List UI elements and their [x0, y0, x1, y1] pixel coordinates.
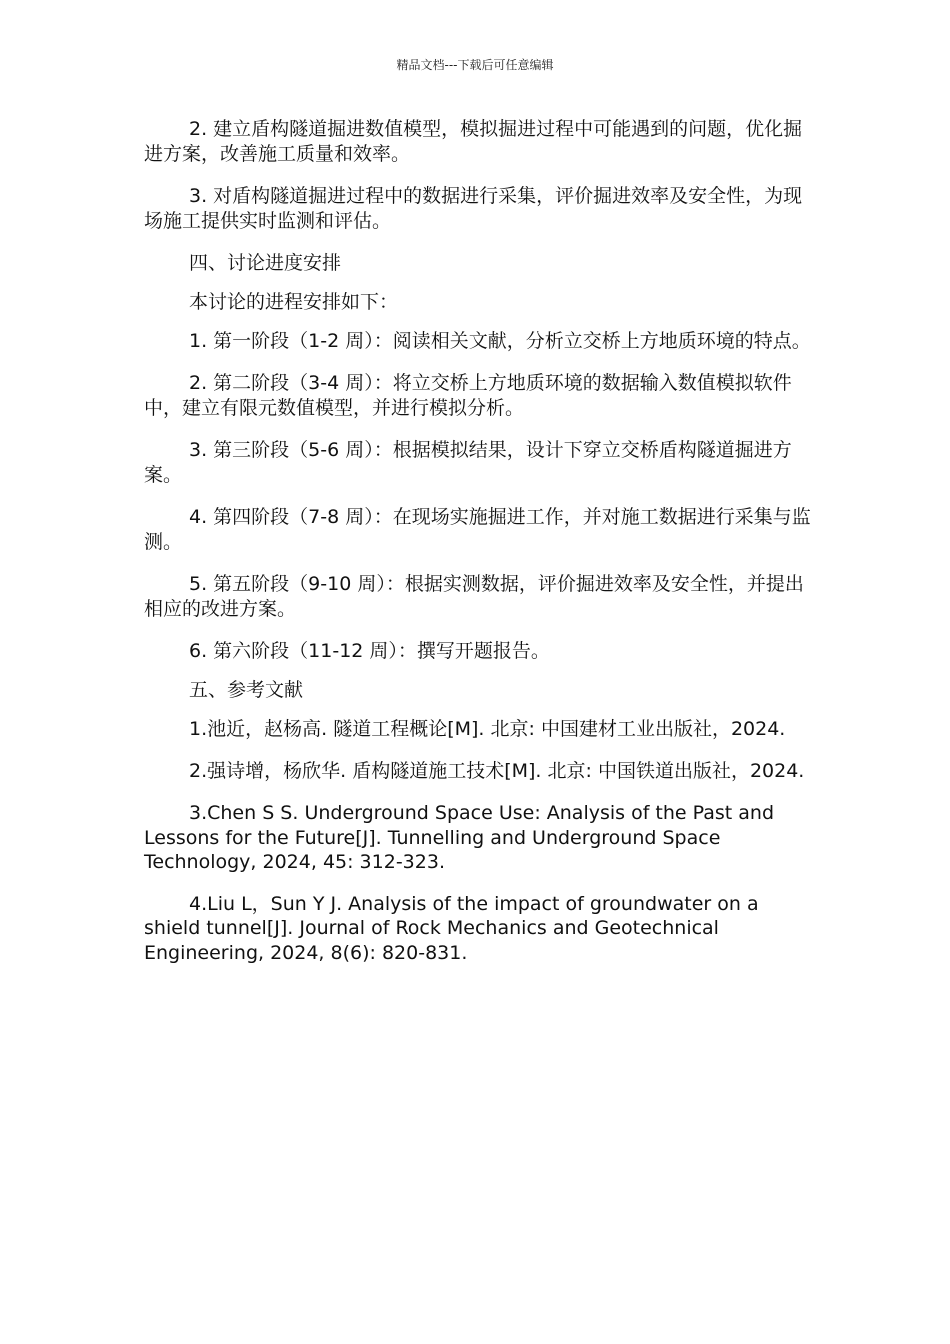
section-heading-schedule: 四、讨论进度安排	[189, 252, 342, 274]
schedule-stage-3: 3. 第三阶段（5-6 周）：根据模拟结果，设计下穿立交桥盾构隧道掘进方案。	[144, 439, 792, 486]
goal-item-3: 3. 对盾构隧道掘进过程中的数据进行采集，评价掘进效率及安全性，为现场施工提供实时监测和评估。	[144, 185, 803, 232]
goal-item-2: 2. 建立盾构隧道掘进数值模型，模拟掘进过程中可能遇到的问题，优化掘进方案，改善施工质量和效率。	[144, 118, 803, 165]
schedule-stage-5: 5. 第五阶段（9-10 周）：根据实测数据，评价掘进效率及安全性，并提出相应的改进方案。	[144, 573, 804, 620]
schedule-intro: 本讨论的进程安排如下：	[189, 291, 399, 313]
reference-4: 4.Liu L，Sun Y J. Analysis of the impact of groundwater on a shield tunnel[J]. Journal of Rock Mechanics and Geotechnical Engineering, 2024, 8(6): 820-831.	[144, 892, 759, 964]
reference-2: 2.强诗增，杨欣华. 盾构隧道施工技术[M]. 北京: 中国铁道出版社，2024.	[189, 760, 805, 782]
schedule-stage-4: 4. 第四阶段（7-8 周）：在现场实施掘进工作，并对施工数据进行采集与监测。	[144, 506, 811, 553]
document-body	[144, 117, 814, 982]
reference-3: 3.Chen S S. Underground Space Use: Analysis of the Past and Lessons for the Future[J]. Tunnelling and Underground Space Technology, 2024, 45: 312-323.	[144, 802, 775, 873]
page-header: 精品文档---下载后可任意编辑	[396, 58, 554, 72]
section-heading-references: 五、参考文献	[189, 679, 304, 701]
schedule-stage-1: 1. 第一阶段（1-2 周）：阅读相关文献，分析立交桥上方地质环境的特点。	[189, 330, 811, 352]
reference-1: 1.池近，赵杨高. 隧道工程概论[M]. 北京: 中国建材工业出版社，2024.	[189, 718, 786, 740]
schedule-stage-6: 6. 第六阶段（11-12 周）：撰写开题报告。	[189, 640, 550, 662]
schedule-stage-2: 2. 第二阶段（3-4 周）：将立交桥上方地质环境的数据输入数值模拟软件中，建立有限元数值模型，并进行模拟分析。	[144, 372, 792, 419]
